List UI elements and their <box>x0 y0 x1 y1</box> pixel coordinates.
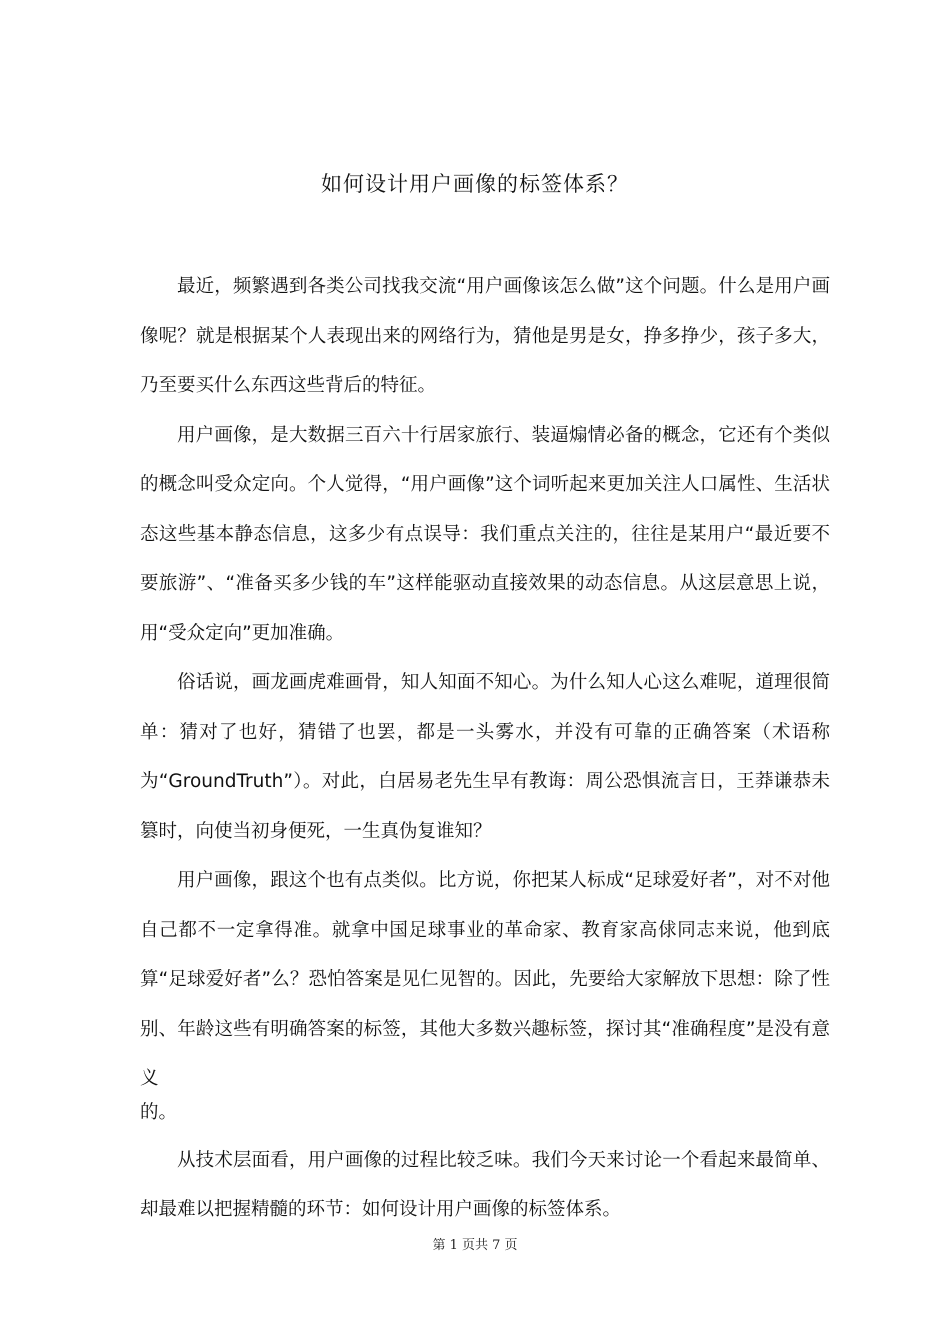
paragraph-4: 用户画像，跟这个也有点类似。比方说，你把某人标成“足球爱好者”，对不对他自己都不一定拿得准。就拿中国足球事业的革命家、教育家高俅同志来说，他到底算“足球爱好者”么？恐怕答案是见仁见智的。因此，先要给大家解放下思想：除了性别、年龄这些有明确答案的标签，其他大多数兴趣标签，探讨其“准确程度”是没有意义 <box>140 870 830 1089</box>
paragraph-3: 俗话说，画龙画虎难画骨，知人知面不知心。为什么知人心这么难呢，道理很简单：猜对了也好，猜错了也罢，都是一头雾水，并没有可靠的正确答案（术语称为“GroundTruth”）。对此，白居易老先生早有教诲：周公恐惧流言日，王莽谦恭未篡时，向使当初身便死，一生真伪复谁知？ <box>140 672 830 842</box>
page-footer: 第 1 页共 7 页 <box>432 1238 518 1253</box>
document-body <box>140 262 830 1235</box>
paragraph-1: 最近，频繁遇到各类公司找我交流“用户画像该怎么做”这个问题。什么是用户画像呢？就是根据某个人表现出来的网络行为，猜他是男是女，挣多挣少，孩子多大，乃至要买什么东西这些背后的特征。 <box>140 276 830 396</box>
paragraph-5: 从技术层面看，用户画像的过程比较乏味。我们今天来讨论一个看起来最简单、却最难以把握精髓的环节：如何设计用户画像的标签体系。 <box>140 1149 830 1220</box>
document-title: 如何设计用户画像的标签体系？ <box>321 172 629 196</box>
paragraph-4-continuation: 的。 <box>140 1101 178 1123</box>
paragraph-2: 用户画像，是大数据三百六十行居家旅行、装逼煽情必备的概念，它还有个类似的概念叫受众定向。个人觉得，“用户画像”这个词听起来更加关注人口属性、生活状态这些基本静态信息，这多少有点误导：我们重点关注的，往往是某用户“最近要不要旅游”、“准备买多少钱的车”这样能驱动直接效果的动态信息。从这层意思上说，用“受众定向”更加准确。 <box>140 424 830 644</box>
